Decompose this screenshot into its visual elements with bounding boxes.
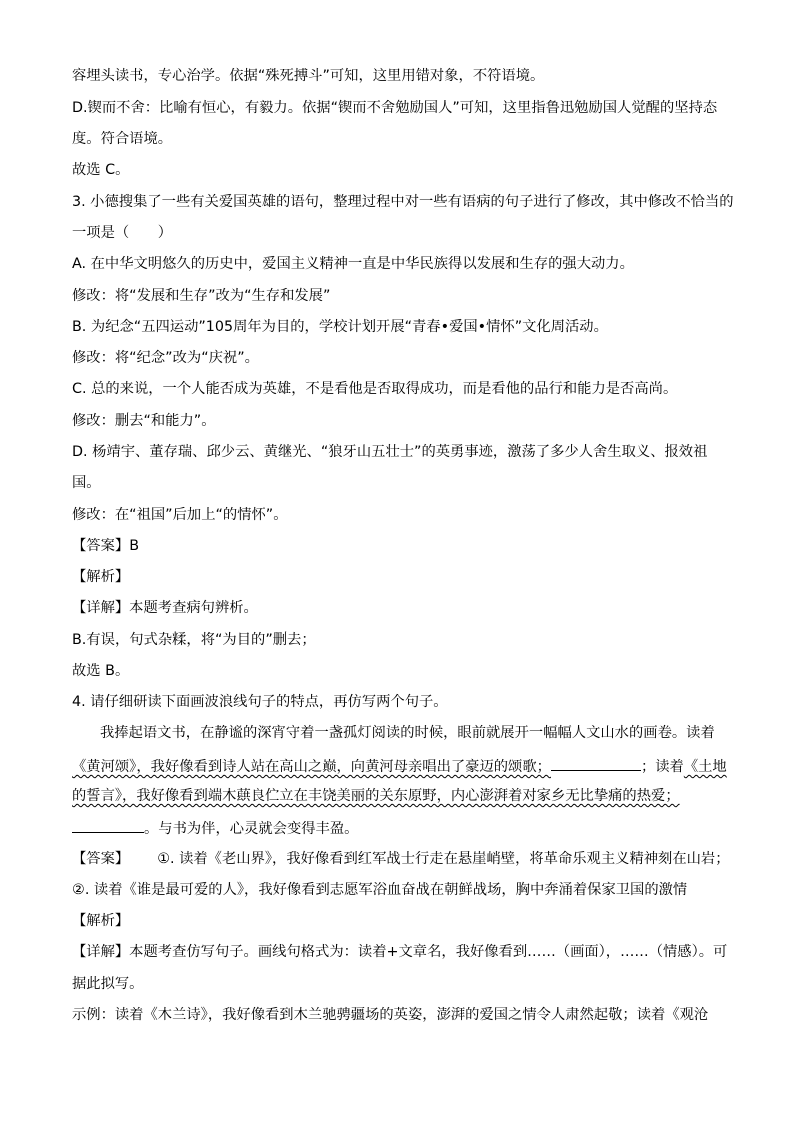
option-b: B. 为纪念“五四运动”105周年为目的，学校计划开展“青春•爱国•情怀”文化周活动。	[72, 319, 608, 335]
passage-line	[72, 755, 727, 777]
detail-line: 【详解】本题考查病句辨析。	[72, 600, 258, 616]
example-line: 示例：读着《木兰诗》，我好像看到木兰驰骋疆场的英姿，澎湃的爱国之情令人肃然起敬；读着《观沧	[72, 1007, 709, 1023]
answer-tag: 【答案】	[72, 851, 130, 867]
answer-line: ②. 读着《谁是最可爱的人》，我好像看到志愿军浴血奋战在朝鲜战场，胸中奔涌着保家卫国的激情	[72, 882, 688, 898]
question-4-stem: 4. 请仔细研读下面画波浪线句子的特点，再仿写两个句子。	[72, 694, 448, 710]
detail-line: B.有误，句式杂糅，将“为目的”删去；	[72, 632, 316, 648]
option-a: A. 在中华文明悠久的历史中，爱国主义精神一直是中华民族得以发展和生存的强大动力。	[72, 256, 634, 272]
question-3-stem: 3. 小德搜集了一些有关爱国英雄的语句，整理过程中对一些有语病的句子进行了修改，其中修改不恰当的	[72, 194, 734, 210]
answer-tag: 【答案】	[72, 538, 130, 554]
question-3-stem: 一项是（ ）	[72, 225, 173, 241]
wavy-underlined-sentence: 《土地	[683, 759, 727, 775]
option-c: C. 总的来说，一个人能否成为英雄，不是看他是否取得成功，而是看他的品行和能力是否高尚。	[72, 381, 678, 397]
analysis-tag: 【解析】	[72, 569, 130, 585]
detail-line: 【详解】本题考查仿写句子。画线句格式为：读着+文章名，我好像看到……（画面），……（情感）。可	[72, 944, 728, 960]
blank-line	[551, 755, 641, 771]
option-d: 国。	[72, 475, 101, 491]
text-line: 容埋头读书，专心治学。依据“殊死搏斗”可知，这里用错对象，不符语境。	[72, 68, 545, 84]
text-line: 故选 B。	[72, 663, 130, 679]
answer-value: ①. 读着《老山界》，我好像看到红军战士行走在悬崖峭壁，将革命乐观主义精神刻在山岩；	[157, 851, 730, 867]
wavy-underlined-sentence: 的誓言》，我好像看到端木蕻良伫立在丰饶美丽的关东原野，内心澎湃着对家乡无比挚痛的热爱；	[72, 788, 680, 804]
answer-value: B	[129, 538, 139, 554]
option-c-fix: 修改：删去“和能力”。	[72, 413, 216, 429]
option-d: D. 杨靖宇、董存瑞、邱少云、黄继光、“狼牙山五壮士”的英勇事迹，激荡了多少人舍生取义、报效祖	[72, 444, 708, 460]
text-line: D.锲而不舍：比喻有恒心，有毅力。依据“锲而不舍勉励国人”可知，这里指鲁迅勉励国人觉醒的坚持态	[72, 100, 718, 116]
blank-line	[72, 817, 144, 833]
answer-line	[72, 536, 139, 556]
detail-line: 据此拟写。	[72, 976, 144, 992]
passage-line: 我捧起语文书，在静谧的深宵守着一盏孤灯阅读的时候，眼前就展开一幅幅人文山水的画卷。读着	[100, 725, 715, 741]
option-b-fix: 修改：将“纪念”改为“庆祝”。	[72, 350, 259, 366]
option-a-fix: 修改：将“发展和生存”改为“生存和发展”	[72, 288, 331, 304]
passage-text: ；读着	[640, 759, 684, 775]
passage-text: 。与书为伴，心灵就会变得丰盈。	[144, 821, 359, 837]
option-d-fix: 修改：在“祖国”后加上“的情怀”。	[72, 507, 288, 523]
passage-line	[72, 817, 358, 839]
text-line: 故选 C。	[72, 162, 130, 178]
passage-line	[72, 786, 680, 806]
answer-line	[72, 849, 730, 869]
wavy-underlined-sentence: 《黄河颂》，我好像看到诗人站在高山之巅，向黄河母亲唱出了豪迈的颂歌；	[72, 759, 551, 775]
analysis-tag: 【解析】	[72, 913, 130, 929]
text-line: 度。符合语境。	[72, 131, 173, 147]
